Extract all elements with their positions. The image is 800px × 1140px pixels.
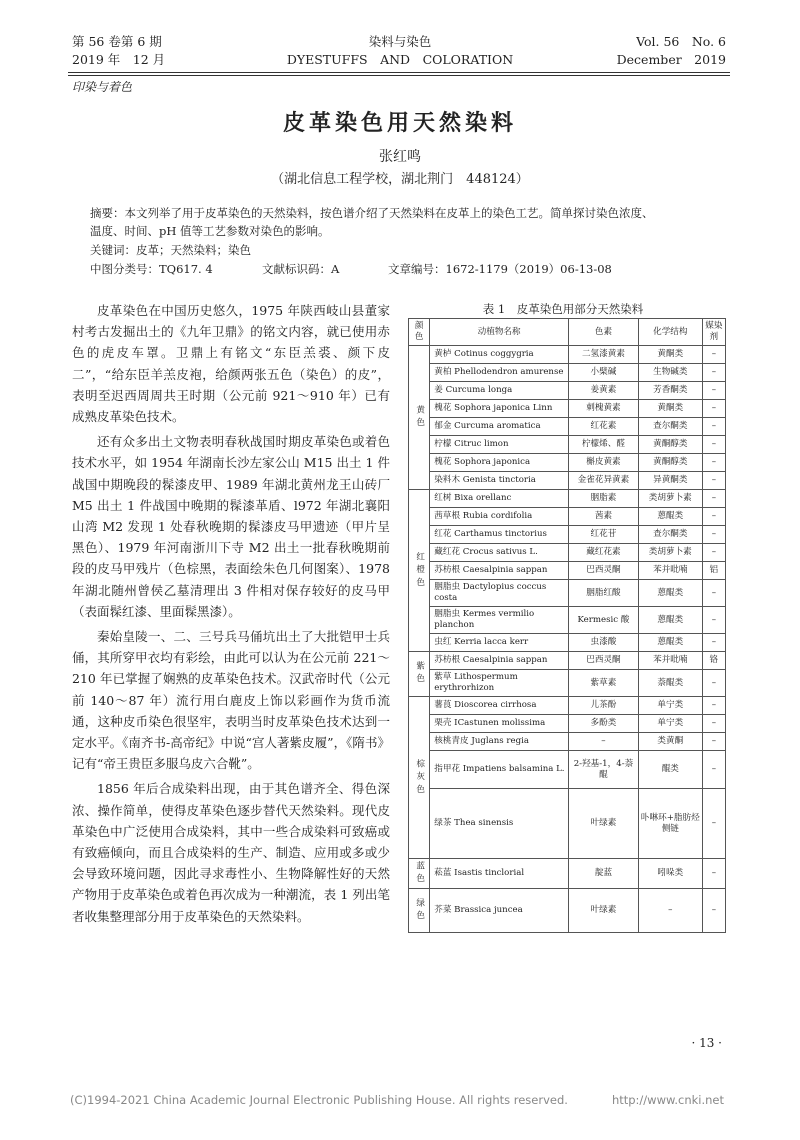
- author: 张红鸣: [379, 149, 421, 165]
- mordant-cell: –: [702, 490, 725, 508]
- plant-name-cell: 黄柏 Phellodendron amurense: [430, 364, 569, 382]
- document-code: 文献标识码：A: [262, 262, 340, 276]
- structure-cell: 蒽醌类: [638, 508, 702, 526]
- table-caption: 表 1 皮革染色用部分天然染料: [482, 302, 644, 316]
- mordant-cell: –: [702, 889, 725, 933]
- table-row: [409, 562, 726, 580]
- pigment-cell: 多酚类: [569, 715, 639, 733]
- plant-name-cell: 茜草根 Rubia cordifolia: [430, 508, 569, 526]
- pigment-cell: 柠檬烯、醛: [569, 436, 639, 454]
- mordant-cell: –: [702, 670, 725, 697]
- plant-name-cell: 苏枋根 Caesalpinia sappan: [430, 562, 569, 580]
- structure-cell: 卟啉环+脂肪烃侧链: [638, 789, 702, 859]
- plant-name-cell: 郁金 Curcuma aromatica: [430, 418, 569, 436]
- abstract-line-2: 温度、时间、pH 值等工艺参数对染色的影响。: [90, 224, 330, 238]
- table-row: [409, 526, 726, 544]
- header-rule-top: [68, 72, 730, 73]
- pigment-cell: 靛蓝: [569, 859, 639, 889]
- pigment-cell: 藏红花素: [569, 544, 639, 562]
- pigment-cell: 姜黄素: [569, 382, 639, 400]
- plant-name-cell: 栗壳 ICastunen molissima: [430, 715, 569, 733]
- mordant-cell: –: [702, 634, 725, 652]
- pigment-cell: 儿茶酚: [569, 697, 639, 715]
- structure-cell: 吲哚类: [638, 859, 702, 889]
- paragraph: 秦始皇陵一、二、三号兵马俑坑出土了大批铠甲士兵俑，其所穿甲衣均有彩绘，由此可以认为在公元前 221～210 年已掌握了娴熟的皮革染色技术。汉武帝时代（公元前 140～87 年）流行用白鹿皮上饰以彩画作为货币流通，这种皮币染色很坚牢，表明当时皮革染色技术达到一定水平。《南齐书-高帝纪》中说“宫人著紫皮履”，《隋书》记有“帝王贵臣多服乌皮六合靴”。: [72, 629, 390, 772]
- table-row: [409, 733, 726, 751]
- affiliation: （湖北信息工程学校，湖北荆门 448124）: [271, 172, 529, 187]
- journal-title-cn: 染料与染色: [368, 34, 432, 49]
- table-header-row: [409, 319, 726, 346]
- pigment-cell: 二氢漆黄素: [569, 346, 639, 364]
- table-row: [409, 400, 726, 418]
- mordant-cell: 铬: [702, 652, 725, 670]
- table-row: [409, 580, 726, 607]
- cnki-link[interactable]: http://www.cnki.net: [611, 1093, 724, 1107]
- structure-cell: 查尔酮类: [638, 526, 702, 544]
- volume-issue-en: Vol. 56 No. 6: [636, 34, 726, 49]
- mordant-cell: –: [702, 580, 725, 607]
- plant-name-cell: 薯莨 Dioscorea cirrhosa: [430, 697, 569, 715]
- pigment-cell: 槲皮黄素: [569, 454, 639, 472]
- pigment-cell: 茜素: [569, 508, 639, 526]
- table-row: [409, 472, 726, 490]
- pigment-cell: 2-羟基-1，4-萘醌: [569, 751, 639, 789]
- pigment-cell: 红花素: [569, 418, 639, 436]
- table-row: [409, 346, 726, 364]
- mordant-cell: –: [702, 364, 725, 382]
- table-row: [409, 436, 726, 454]
- structure-cell: 类胡萝卜素: [638, 544, 702, 562]
- plant-name-cell: 虫红 Kerria lacca kerr: [430, 634, 569, 652]
- structure-cell: 蒽醌类: [638, 634, 702, 652]
- plant-name-cell: 绿茶 Thea sinensis: [430, 789, 569, 859]
- plant-name-cell: 红花 Carthamus tinctorius: [430, 526, 569, 544]
- structure-cell: 生物碱类: [638, 364, 702, 382]
- structure-cell: 芳香酮类: [638, 382, 702, 400]
- table-row: [409, 607, 726, 634]
- structure-cell: 异黄酮类: [638, 472, 702, 490]
- plant-name-cell: 芥菜 Brassica juncea: [430, 889, 569, 933]
- color-group-cell: 绿色: [409, 889, 430, 933]
- mordant-cell: –: [702, 789, 725, 859]
- plant-name-cell: 槐花 Sophora japonica: [430, 454, 569, 472]
- plant-name-cell: 苏枋根 Caesalpinia sappan: [430, 652, 569, 670]
- color-group-cell: 紫色: [409, 652, 430, 697]
- col-header-pigment: 色素: [569, 319, 639, 346]
- mordant-cell: –: [702, 715, 725, 733]
- structure-cell: 黄酮醇类: [638, 454, 702, 472]
- color-group-cell: 红橙色: [409, 490, 430, 652]
- keywords: 关键词：皮革；天然染料；染色: [90, 243, 251, 257]
- table-row: [409, 697, 726, 715]
- page-number: · 13 ·: [691, 1036, 722, 1050]
- plant-name-cell: 核桃青皮 Juglans regia: [430, 733, 569, 751]
- table-row: [409, 652, 726, 670]
- copyright-notice: (C)1994-2021 China Academic Journal Electronic Publishing House. All rights reserved.: [70, 1093, 568, 1107]
- clc-number: 中图分类号：TQ617. 4: [90, 262, 213, 276]
- mordant-cell: –: [702, 859, 725, 889]
- pigment-cell: –: [569, 733, 639, 751]
- mordant-cell: 铝: [702, 562, 725, 580]
- structure-cell: 单宁类: [638, 697, 702, 715]
- structure-cell: 黄酮醇类: [638, 436, 702, 454]
- mordant-cell: –: [702, 436, 725, 454]
- article-number: 文章编号：1672-1179（2019）06-13-08: [388, 262, 612, 276]
- table-row: [409, 859, 726, 889]
- pigment-cell: 胭脂素: [569, 490, 639, 508]
- plant-name-cell: 胭脂虫 Kermes vermilio planchon: [430, 607, 569, 634]
- pigment-cell: 虫漆酸: [569, 634, 639, 652]
- color-group-cell: 蓝色: [409, 859, 430, 889]
- journal-title-en: DYESTUFFS AND COLORATION: [286, 52, 514, 67]
- structure-cell: 查尔酮类: [638, 418, 702, 436]
- structure-cell: 类胡萝卜素: [638, 490, 702, 508]
- pigment-cell: 刺槐黄素: [569, 400, 639, 418]
- mordant-cell: –: [702, 418, 725, 436]
- plant-name-cell: 紫草 Lithospermum erythrorhizon: [430, 670, 569, 697]
- mordant-cell: –: [702, 751, 725, 789]
- table-row: [409, 670, 726, 697]
- structure-cell: 苯并吡喃: [638, 562, 702, 580]
- date-en: December 2019: [616, 52, 726, 67]
- structure-cell: 苯并吡喃: [638, 652, 702, 670]
- pigment-cell: 巴西灵酮: [569, 652, 639, 670]
- structure-cell: 蒽醌类: [638, 607, 702, 634]
- plant-name-cell: 槐花 Sophora japonica Linn: [430, 400, 569, 418]
- pigment-cell: 小檗碱: [569, 364, 639, 382]
- table-row: [409, 418, 726, 436]
- color-group-cell: 棕灰色: [409, 697, 430, 859]
- mordant-cell: –: [702, 526, 725, 544]
- mordant-cell: –: [702, 382, 725, 400]
- pigment-cell: 红花苷: [569, 526, 639, 544]
- abstract-line-1: 摘要：本文列举了用于皮革染色的天然染料，按色谱介绍了天然染料在皮革上的染色工艺。简单探讨染色浓度、: [90, 206, 654, 220]
- color-group-cell: 黄色: [409, 346, 430, 490]
- paragraph: 皮革染色在中国历史悠久，1975 年陕西岐山县董家村考古发掘出土的《九年卫鼎》的铭文内容，就已使用赤色的虎皮车罩。卫鼎上有铭文“东臣羔裘、颜下皮二”，“给东臣羊羔皮袍，给颜两张五色（染色）的皮”，表明至迟西周周共王时期（公元前 921～910 年）已有成熟皮革染色技术。: [72, 303, 390, 425]
- plant-name-cell: 指甲花 Impatiens balsamina L.: [430, 751, 569, 789]
- table-row: [409, 715, 726, 733]
- paragraph: 还有众多出土文物表明春秋战国时期皮革染色或着色技术水平，如 1954 年湖南长沙左家公山 M15 出土 1 件战国中期晚段的髹漆皮甲、1989 年湖北黄州龙王山砖厂 M5 出土 1 件战国中晚期的髹漆革盾、l972 年湖北襄阳山湾 M2 发现 1 处春秋晚期的髹漆皮马甲遗迹（甲片呈黑色）、1979 年河南浙川下寺 M2 出土一批春秋晚期前段的皮马甲残片（色棕黑，表面绘朱色几何图案）、1978 年湖北随州曾侯乙墓清理出 3 件相对保存较好的皮马甲（表面髹红漆、里面髹黑漆）。: [72, 434, 390, 619]
- structure-cell: 黄酮类: [638, 346, 702, 364]
- mordant-cell: –: [702, 472, 725, 490]
- date-cn: 2019 年 12 月: [72, 52, 166, 67]
- mordant-cell: –: [702, 607, 725, 634]
- plant-name-cell: 染料木 Genista tinctoria: [430, 472, 569, 490]
- col-header-name: 动植物名称: [430, 319, 569, 346]
- pigment-cell: 叶绿素: [569, 889, 639, 933]
- table-row: [409, 508, 726, 526]
- table-row: [409, 789, 726, 859]
- mordant-cell: –: [702, 544, 725, 562]
- mordant-cell: –: [702, 697, 725, 715]
- table-row: [409, 490, 726, 508]
- article-title: 皮革染色用天然染料: [282, 110, 517, 136]
- pigment-cell: 金雀花异黄素: [569, 472, 639, 490]
- structure-cell: 类黄酮: [638, 733, 702, 751]
- plant-name-cell: 黄栌 Cotinus coggygria: [430, 346, 569, 364]
- structure-cell: 萘醌类: [638, 670, 702, 697]
- structure-cell: 醌类: [638, 751, 702, 789]
- pigment-cell: 巴西灵酮: [569, 562, 639, 580]
- body-text: [72, 300, 390, 931]
- pigment-cell: 胭脂红酸: [569, 580, 639, 607]
- mordant-cell: –: [702, 346, 725, 364]
- structure-cell: –: [638, 889, 702, 933]
- structure-cell: 单宁类: [638, 715, 702, 733]
- plant-name-cell: 胭脂虫 Dactylopius coccus costa: [430, 580, 569, 607]
- pigment-cell: Kermesic 酸: [569, 607, 639, 634]
- table-row: [409, 751, 726, 789]
- table-row: [409, 889, 726, 933]
- plant-name-cell: 藏红花 Crocus sativus L.: [430, 544, 569, 562]
- col-header-structure: 化学结构: [638, 319, 702, 346]
- col-header-color: 颜色: [409, 319, 430, 346]
- plant-name-cell: 柠檬 Citruc limon: [430, 436, 569, 454]
- structure-cell: 蒽醌类: [638, 580, 702, 607]
- plant-name-cell: 红树 Bixa orellanc: [430, 490, 569, 508]
- table-row: [409, 364, 726, 382]
- dye-table: [408, 318, 726, 933]
- mordant-cell: –: [702, 733, 725, 751]
- table-row: [409, 382, 726, 400]
- table-row: [409, 454, 726, 472]
- header-rule-bottom: [68, 75, 730, 76]
- pigment-cell: 紫草素: [569, 670, 639, 697]
- table-row: [409, 544, 726, 562]
- mordant-cell: –: [702, 508, 725, 526]
- plant-name-cell: 菘蓝 Isastis tinclorial: [430, 859, 569, 889]
- mordant-cell: –: [702, 454, 725, 472]
- structure-cell: 黄酮类: [638, 400, 702, 418]
- volume-issue-cn: 第 56 卷第 6 期: [72, 34, 162, 49]
- mordant-cell: –: [702, 400, 725, 418]
- pigment-cell: 叶绿素: [569, 789, 639, 859]
- table-row: [409, 634, 726, 652]
- paragraph: 1856 年后合成染料出现，由于其色谱齐全、得色深浓、操作简单，使得皮革染色逐步替代天然染料。现代皮革染色中广泛使用合成染料，其中一些合成染料可致癌或有致癌倾向，而且合成染料的生产、制造、应用或多或少会导致环境问题，因此寻求毒性小、生物降解性好的天然产物用于皮革染色或着色再次成为一种潮流，表 1 列出笔者收集整理部分用于皮革染色的天然染料。: [72, 781, 390, 924]
- plant-name-cell: 姜 Curcuma longa: [430, 382, 569, 400]
- section-label: 印染与着色: [72, 80, 133, 94]
- col-header-mordant: 媒染剂: [702, 319, 725, 346]
